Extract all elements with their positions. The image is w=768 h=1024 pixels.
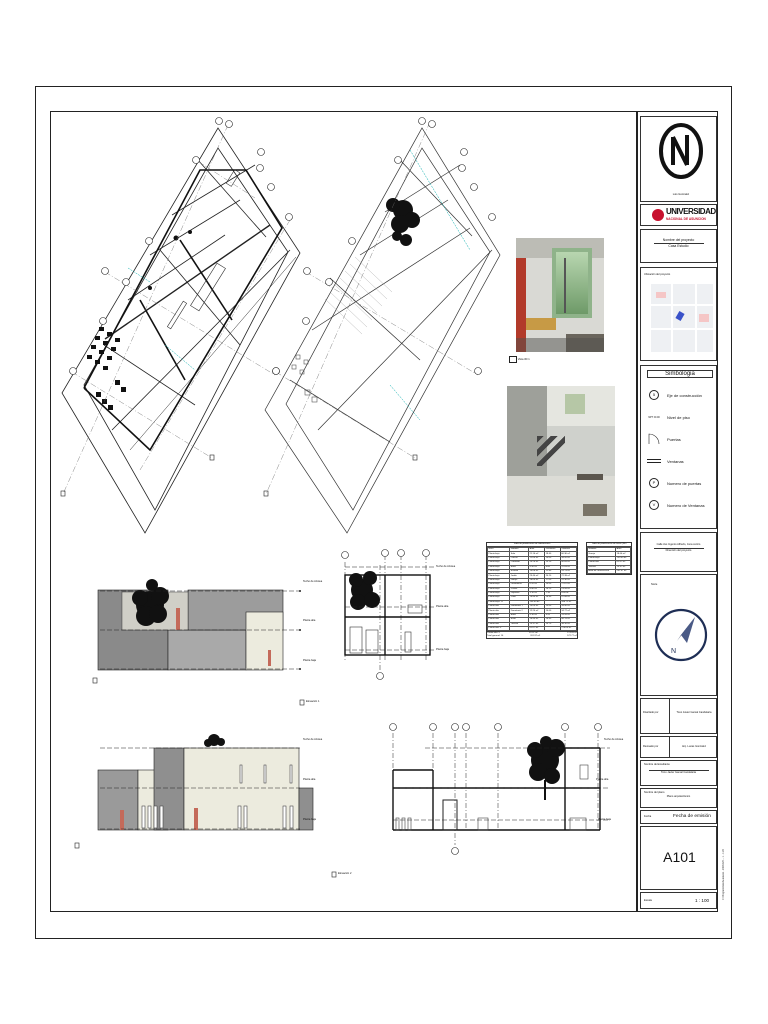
table-cell: Dormitorio 1	[510, 605, 529, 609]
project-name-cell	[640, 229, 717, 263]
table-cell: Planta baja	[488, 591, 510, 595]
table-cell: Planta alta	[488, 605, 510, 609]
elev2-tag: Elevación 2	[338, 872, 352, 875]
drawing-name-label: Nombre del plano	[644, 791, 665, 794]
rs-h2: Área	[529, 548, 545, 552]
elev2-level-roof: Techo de Azotea	[303, 738, 323, 741]
table-cell: Estudio	[510, 569, 529, 573]
table-cell: Planta baja	[488, 565, 510, 569]
table-cell: 398.72 m³	[560, 600, 576, 604]
grid-axis-icon: 5	[645, 388, 663, 402]
symbology-cell	[640, 365, 717, 529]
table-cell: Planta alta	[488, 613, 510, 617]
table-cell: 25.40 m²	[529, 574, 545, 578]
project-name-label: Nombre del proyecto	[662, 238, 695, 242]
table-cell: Dormitorio 2	[510, 609, 529, 613]
designed-by-label: Diseñado por	[643, 711, 659, 714]
window-tag-icon: V	[645, 498, 663, 512]
table-cell: 17.67 m³	[560, 583, 576, 587]
table-cell: Planta baja	[488, 556, 510, 560]
north-arrow-icon	[651, 605, 711, 665]
table-cell: 16.20	[545, 587, 561, 591]
sec2-level-roof: Techo de Azotea	[604, 738, 624, 741]
reviewed-by-value: Arq. Lucas Gonzalez	[681, 745, 707, 748]
table-cell: Terraza	[510, 622, 529, 626]
table-cell: 14.70	[545, 622, 561, 626]
table-cell: Jardín	[510, 574, 529, 578]
table-cell: 7.10	[545, 591, 561, 595]
elev1-level-ground: Planta baja	[303, 659, 316, 662]
table-cell: 28.73 m³	[560, 569, 576, 573]
table-cell: 17.00	[545, 578, 561, 582]
rs-h4: Volumen	[560, 548, 576, 552]
table-cell: 10.08 m²	[529, 569, 545, 573]
sheet-number-cell	[640, 826, 717, 890]
rs-total-label: Planta alta: 5	[487, 632, 500, 635]
table-cell: 16.40 m²	[529, 618, 545, 622]
university-subtitle: NACIONAL DE ASUNCION	[666, 217, 706, 221]
symbology-item	[645, 384, 715, 406]
table-cell: Área de construcción	[588, 569, 616, 573]
drawing-name-cell	[640, 788, 717, 808]
table-cell: Terraza	[588, 565, 616, 569]
table-cell: 3.10 m²	[529, 591, 545, 595]
symbology-label: Numero de puertas	[667, 480, 702, 486]
table-cell: Planta baja	[488, 587, 510, 591]
table-cell: 14.00 m²	[529, 605, 545, 609]
university-cell	[640, 204, 717, 226]
table-cell: 72.39 m³	[560, 574, 576, 578]
address-cell	[640, 532, 717, 572]
project-name-value: Casa Estudio	[654, 243, 704, 248]
table-cell: Planta baja	[488, 561, 510, 565]
location-map	[651, 284, 713, 352]
designed-by-value: Tono Javier Gamal Candelaria	[676, 711, 712, 714]
rs-h0: Nivel	[488, 548, 510, 552]
table-cell: 40.64 m³	[560, 561, 576, 565]
table-cell: Planta alta: 5	[488, 627, 510, 631]
table-cell: Cocina	[510, 556, 529, 560]
table-cell: Pasillo	[510, 587, 529, 591]
table-cell: 20.20	[545, 574, 561, 578]
symbology-label: Eje de construcción	[667, 392, 702, 398]
symbology-item	[645, 406, 715, 428]
logo-emblem	[659, 121, 703, 185]
symbology-label: Nivel de piso	[667, 414, 690, 420]
table-cell: 39.90 m³	[560, 605, 576, 609]
table-cell: 6.20 m²	[529, 583, 545, 587]
as-h0: Nombre	[588, 548, 616, 552]
sec2-level-ground: Planta baja	[598, 818, 611, 821]
sec2-level-upper: Planta alta	[596, 778, 609, 781]
logo-caption: Luis Gonzalez	[672, 193, 690, 196]
as-h1: Área	[616, 548, 631, 552]
table-cell: 12.80	[545, 569, 561, 573]
rs-h1: Nombre	[510, 548, 529, 552]
table-cell: Garaje	[588, 552, 616, 556]
table-cell: 18.00 m²	[529, 578, 545, 582]
date-value: Fecha de emisión	[673, 814, 711, 819]
table-cell: 9.20	[545, 613, 561, 617]
table-cell: 4.50 m²	[529, 565, 545, 569]
table-cell: 18.00 m²	[616, 552, 631, 556]
table-cell: Planta baja	[588, 556, 616, 560]
room-schedule-title: Tabla de planificación de habitaciones	[487, 543, 577, 547]
symbology-label: Puertas	[667, 436, 681, 442]
drawing-name-value: Plano arquitectónico	[666, 795, 691, 799]
table-cell: Planta baja	[488, 578, 510, 582]
sec1-level-roof: Techo de Azotea	[436, 565, 456, 568]
map-marker-icon	[675, 311, 684, 321]
table-cell: 10.00	[545, 583, 561, 587]
rs-total-area: 61.07 m²	[529, 632, 538, 635]
table-cell: Baño	[510, 565, 529, 569]
table-cell: 8.60	[545, 565, 561, 569]
table-cell: Planta baja: 11	[488, 600, 510, 604]
window-icon	[645, 454, 663, 468]
table-cell: 16.40	[545, 618, 561, 622]
door-swing-icon	[645, 432, 663, 446]
table-cell: 16.80 m²	[529, 596, 545, 600]
elev2-level-ground: Planta baja	[303, 818, 316, 821]
rs-grand-label: Total general: 16	[487, 635, 504, 638]
table-cell: Planta baja	[488, 596, 510, 600]
table-cell: 139.90 m²	[616, 556, 631, 560]
table-cell: 34.77 m³	[560, 609, 576, 613]
scale-label: Escala	[644, 899, 652, 902]
table-cell: 174.05 m³	[560, 627, 576, 631]
table-cell: 38.10 m³	[560, 622, 576, 626]
sheet-side-note: C:/ProgramData/Autodesk - 2023/AP1 - 1 - 1:20	[722, 849, 725, 900]
table-cell: Sala	[510, 552, 529, 556]
symbology-label: Numero de Ventanas	[667, 502, 705, 508]
elev1-level-roof: Techo de Azotea	[303, 580, 323, 583]
table-cell: Planta baja	[488, 574, 510, 578]
table-cell: 201.97 m²	[616, 569, 631, 573]
rs-grand-volume: 572.77 m³	[567, 635, 577, 638]
table-cell: Planta baja	[488, 552, 510, 556]
table-cell: Planta alta	[588, 561, 616, 565]
scale-value: 1 : 100	[695, 898, 710, 903]
table-cell: 12.20 m²	[529, 609, 545, 613]
university-name: UNIVERSIDAD	[666, 207, 716, 216]
table-cell: 16.40	[545, 596, 561, 600]
sheet-number: A101	[663, 849, 696, 865]
table-cell: 5.10 m²	[529, 613, 545, 617]
elev1-level-upper: Planta alta	[303, 619, 316, 622]
render-1-label: Vista 3D 1	[517, 358, 530, 362]
table-cell: 139.90 m²	[529, 600, 545, 604]
symbology-item	[645, 472, 715, 494]
date-label: Fecha	[644, 815, 652, 818]
table-cell: 14.00	[545, 609, 561, 613]
table-cell: 14.00	[545, 556, 561, 560]
table-cell: Lavandería	[510, 583, 529, 587]
table-cell: 47.88 m³	[560, 596, 576, 600]
date-cell	[640, 810, 717, 824]
table-cell: 15.10	[545, 561, 561, 565]
location-label: Ubicación del proyecto	[644, 273, 671, 276]
symbology-item	[645, 450, 715, 472]
table-cell: Estar	[510, 618, 529, 622]
table-cell: Planta alta	[488, 618, 510, 622]
elev2-level-upper: Planta alta	[303, 778, 316, 781]
table-cell: Planta alta	[488, 609, 510, 613]
reviewed-by-label: Revisado por	[643, 745, 659, 748]
table-cell: 60.30 m³	[560, 552, 576, 556]
student-label: Nombre de Estudiante	[644, 763, 670, 766]
student-value: Tono Javier Gamal Candelaria	[649, 770, 709, 774]
university-seal-icon	[652, 209, 664, 221]
north-label: Norte	[651, 583, 658, 586]
table-cell: 23.94 m³	[560, 587, 576, 591]
table-cell: 12.00 m²	[529, 556, 545, 560]
rs-h3: Perímetro	[545, 548, 561, 552]
north-cell	[640, 574, 717, 696]
level-icon: NPT ±0.00	[648, 415, 660, 419]
svg-text:N: N	[671, 648, 677, 655]
student-cell	[640, 760, 717, 786]
table-cell: 13.37 m²	[529, 622, 545, 626]
address-label: Dirección del proyecto	[654, 548, 704, 552]
table-cell: Comedor	[510, 561, 529, 565]
table-cell: Planta baja	[488, 583, 510, 587]
table-cell: 14.26 m²	[529, 561, 545, 565]
table-cell: 61.07 m²	[529, 627, 545, 631]
door-tag-icon: P	[645, 476, 663, 490]
location-cell	[640, 267, 717, 361]
symbology-item	[645, 494, 715, 516]
reviewed-by-cell	[640, 736, 717, 758]
table-cell: Depósito	[510, 591, 529, 595]
table-cell: 14.54 m³	[560, 613, 576, 617]
table-cell: 61.07 m²	[616, 561, 631, 565]
symbology-list	[645, 384, 715, 516]
address-value: Calle Avs Ingenio Alfredo, zona centro	[656, 543, 701, 546]
table-cell: Garaje	[510, 578, 529, 582]
sec1-level-ground: Planta baja	[436, 648, 449, 651]
table-cell: 18.40	[545, 552, 561, 556]
table-cell: 46.74 m³	[560, 618, 576, 622]
table-cell: 34.20 m³	[560, 556, 576, 560]
table-cell: 13.37 m²	[616, 565, 631, 569]
area-schedule-title: Tabla de planificación de áreas (Bru	[587, 543, 631, 547]
table-cell: Baño	[510, 613, 529, 617]
logo-cell	[640, 116, 717, 202]
table-cell: 21.16 m²	[529, 552, 545, 556]
table-cell: 51.30 m³	[560, 578, 576, 582]
sec1-level-upper: Planta alta	[436, 605, 449, 608]
symbology-item	[645, 428, 715, 450]
title-block	[637, 111, 718, 912]
table-cell: Patio	[510, 596, 529, 600]
symbology-label: Ventanas	[667, 458, 684, 464]
table-cell: 8.84 m³	[560, 591, 576, 595]
table-cell: 15.00	[545, 605, 561, 609]
table-cell: Planta baja	[488, 569, 510, 573]
rs-total-volume: 174.05 m³	[567, 632, 577, 635]
scale-cell	[640, 892, 717, 909]
table-cell: 8.40 m²	[529, 587, 545, 591]
designed-by-cell	[640, 698, 717, 734]
table-cell: Planta alta	[488, 622, 510, 626]
elev1-tag: Elevación 1	[306, 700, 320, 703]
rs-grand-area: 201.97 m²	[530, 635, 541, 638]
table-cell: 12.83 m³	[560, 565, 576, 569]
symbology-title: Simbologia	[647, 370, 713, 378]
